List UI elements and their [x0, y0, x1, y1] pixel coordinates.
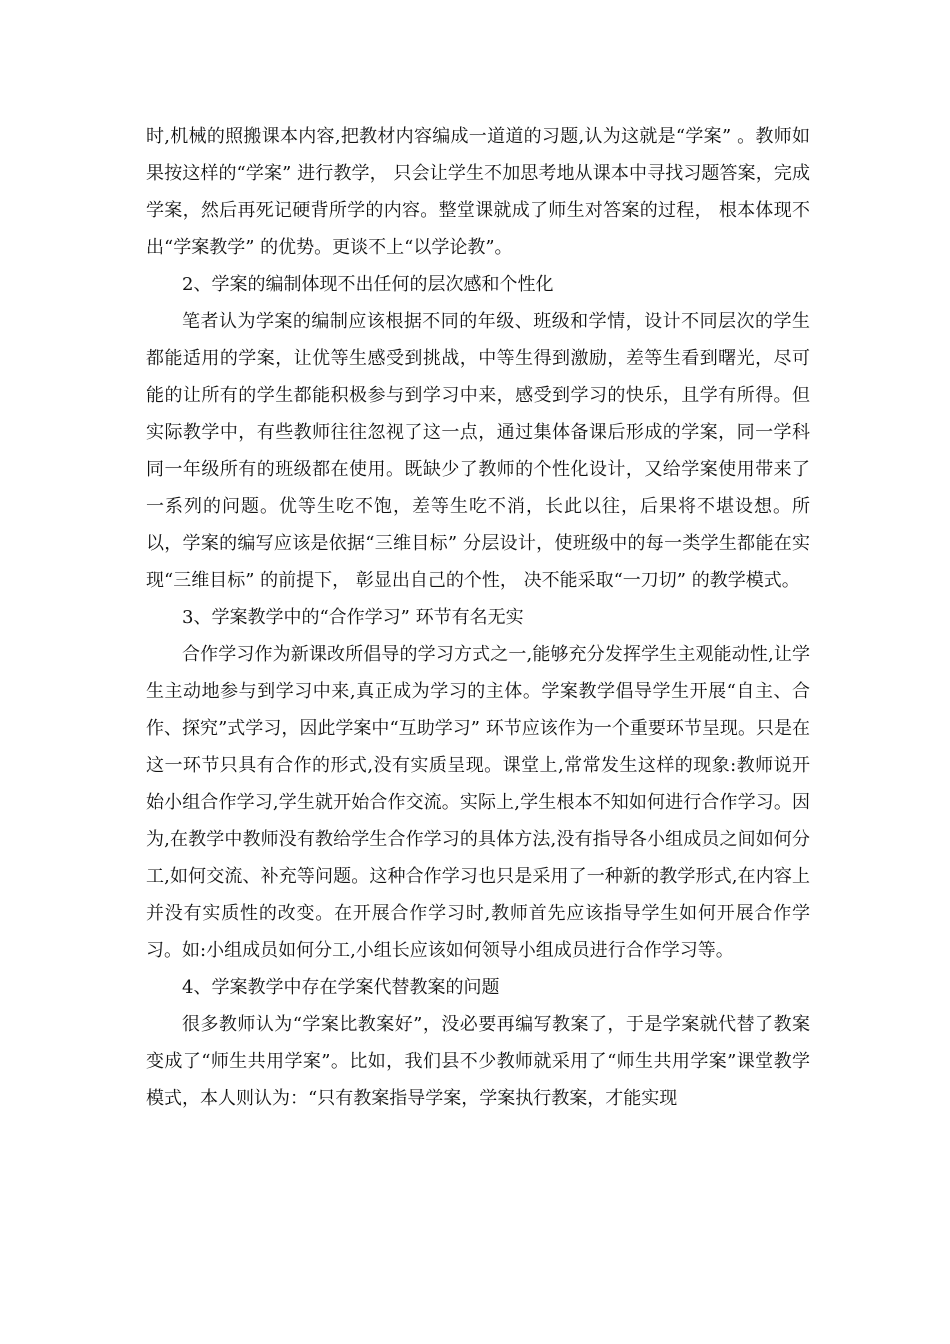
section-heading-4: 4、学案教学中存在学案代替教案的问题 [182, 977, 500, 998]
paragraph-section-4: 很多教师认为“学案比教案好”，没必要再编写教案了，于是学案就代替了教案变成了“师生共用学案”。比如，我们县不少教师就采用了“师生共用学案”课堂教学模式，本人则认为：“只有教案指导学案，学案执行教案，才能实现 [146, 1014, 810, 1109]
paragraph-continuation: 时,机械的照搬课本内容,把教材内容编成一道道的习题,认为这就是“学案” 。教师如果按这样的“学案” 进行教学， 只会让学生不加思考地从课本中寻找习题答案，完成学案，然后再死记硬背所学的内容。整堂课就成了师生对答案的过程， 根本体现不出“学案教学” 的优势。更谈不上“以学论教”。 [146, 126, 810, 258]
paragraph-section-3: 合作学习作为新课改所倡导的学习方式之一,能够充分发挥学生主观能动性,让学生主动地参与到学习中来,真正成为学习的主体。学案教学倡导学生开展“自主、合作、探究”式学习，因此学案中“互助学习” 环节应该作为一个重要环节呈现。只是在这一环节只具有合作的形式,没有实质呈现。课堂上,常常发生这样的现象:教师说开始小组合作学习,学生就开始合作交流。实际上,学生根本不知如何进行合作学习。因为,在教学中教师没有教给学生合作学习的具体方法,没有指导各小组成员之间如何分工,如何交流、补充等问题。这种合作学习也只是采用了一种新的教学形式,在内容上并没有实质性的改变。在开展合作学习时,教师首先应该指导学生如何开展合作学习。如:小组成员如何分工,小组长应该如何领导小组成员进行合作学习等。 [146, 644, 810, 961]
section-heading-2: 2、学案的编制体现不出任何的层次感和个性化 [182, 274, 554, 295]
section-heading-3: 3、学案教学中的“合作学习” 环节有名无实 [182, 607, 524, 628]
paragraph-section-2: 笔者认为学案的编制应该根据不同的年级、班级和学情，设计不同层次的学生都能适用的学案，让优等生感受到挑战，中等生得到激励，差等生看到曙光，尽可能的让所有的学生都能积极参与到学习中来，感受到学习的快乐，且学有所得。但实际教学中，有些教师往往忽视了这一点，通过集体备课后形成的学案，同一学科同一年级所有的班级都在使用。既缺少了教师的个性化设计，又给学案使用带来了一系列的问题。优等生吃不饱，差等生吃不消，长此以往，后果将不堪设想。所以，学案的编写应该是依据“三维目标” 分层设计，使班级中的每一类学生都能在实现“三维目标” 的前提下， 彰显出自己的个性， 决不能采取“一刀切” 的教学模式。 [146, 311, 810, 591]
document-body [146, 118, 810, 1117]
